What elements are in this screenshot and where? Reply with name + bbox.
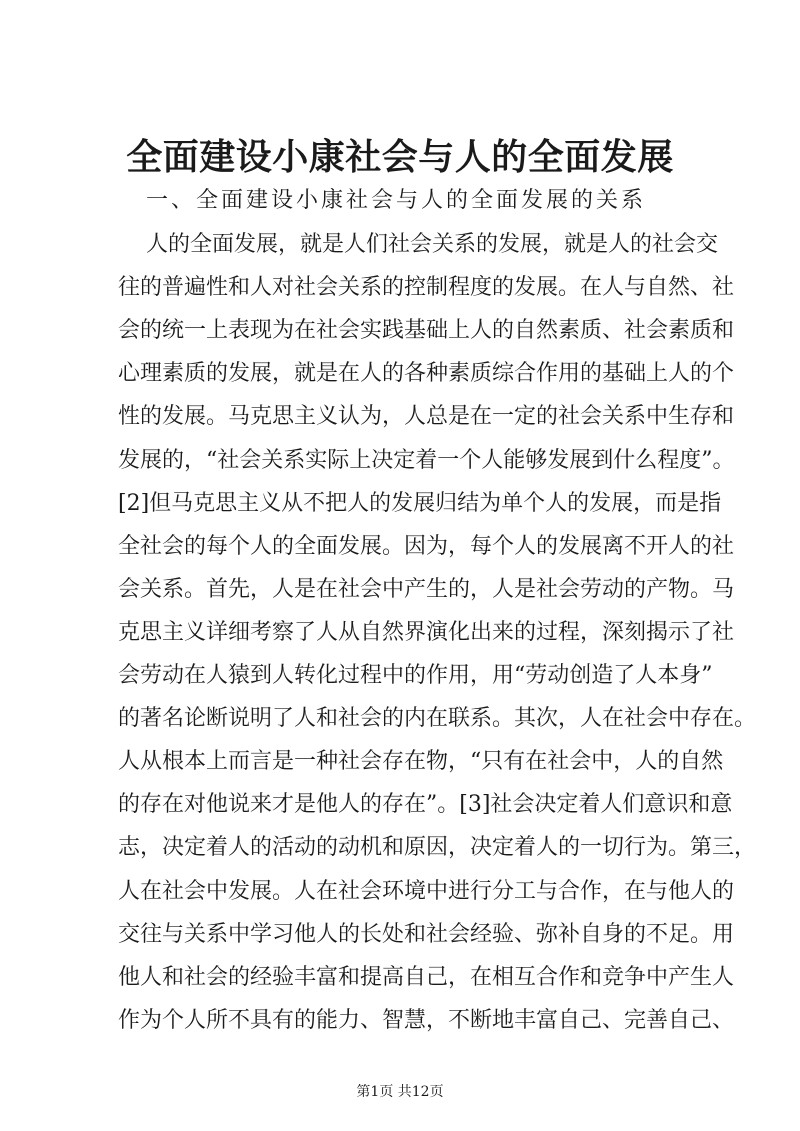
paragraph-line: 克思主义详细考察了人从自然界演化出来的过程，深刻揭示了社 xyxy=(118,619,735,645)
paragraph-line: 会的统一上表现为在社会实践基础上人的自然素质、社会素质和 xyxy=(118,318,735,344)
paragraph-line: 人的全面发展，就是人们社会关系的发展，就是人的社会交 xyxy=(146,232,719,257)
paragraph-line: [2]但马克思主义从不把人的发展归结为单个人的发展，而是指 xyxy=(118,490,722,516)
paragraph-line: 交往与关系中学习他人的长处和社会经验、弥补自身的不足。用 xyxy=(118,921,735,947)
paragraph-line: 会劳动在人猿到人转化过程中的作用，用“劳动创造了人本身” xyxy=(118,663,713,688)
paragraph-line: 发展的，“社会关系实际上决定着一个人能够发展到什么程度”。 xyxy=(118,447,735,473)
paragraph-line: 往的普遍性和人对社会关系的控制程度的发展。在人与自然、社 xyxy=(118,275,735,301)
section-heading: 一、全面建设小康社会与人的全面发展的关系 xyxy=(146,188,647,213)
page-footer: 第1页 共12页 xyxy=(356,1084,444,1100)
paragraph-line: 志，决定着人的活动的动机和原因，决定着人的一切行为。第三， xyxy=(118,835,757,861)
paragraph-line: 的著名论断说明了人和社会的内在联系。其次，人在社会中存在。 xyxy=(118,706,757,732)
paragraph-line: 人从根本上而言是一种社会存在物，“只有在社会中，人的自然 xyxy=(118,749,724,775)
paragraph-line: 的存在对他说来才是他人的存在”。[3]社会决定着人们意识和意 xyxy=(118,792,733,818)
paragraph-line: 性的发展。马克思主义认为，人总是在一定的社会关系中生存和 xyxy=(118,404,735,430)
paragraph-line: 人在社会中发展。人在社会环境中进行分工与合作，在与他人的 xyxy=(118,878,735,904)
paragraph-line: 作为个人所不具有的能力、智慧，不断地丰富自己、完善自己、 xyxy=(118,1007,735,1033)
document-title: 全面建设小康社会与人的全面发展 xyxy=(126,137,674,178)
paragraph-line: 全社会的每个人的全面发展。因为，每个人的发展离不开人的社 xyxy=(118,533,735,559)
paragraph-line: 会关系。首先，人是在社会中产生的，人是社会劳动的产物。马 xyxy=(118,576,735,602)
paragraph-line: 心理素质的发展，就是在人的各种素质综合作用的基础上人的个 xyxy=(118,361,735,387)
paragraph-line: 他人和社会的经验丰富和提高自己，在相互合作和竞争中产生人 xyxy=(118,964,735,990)
